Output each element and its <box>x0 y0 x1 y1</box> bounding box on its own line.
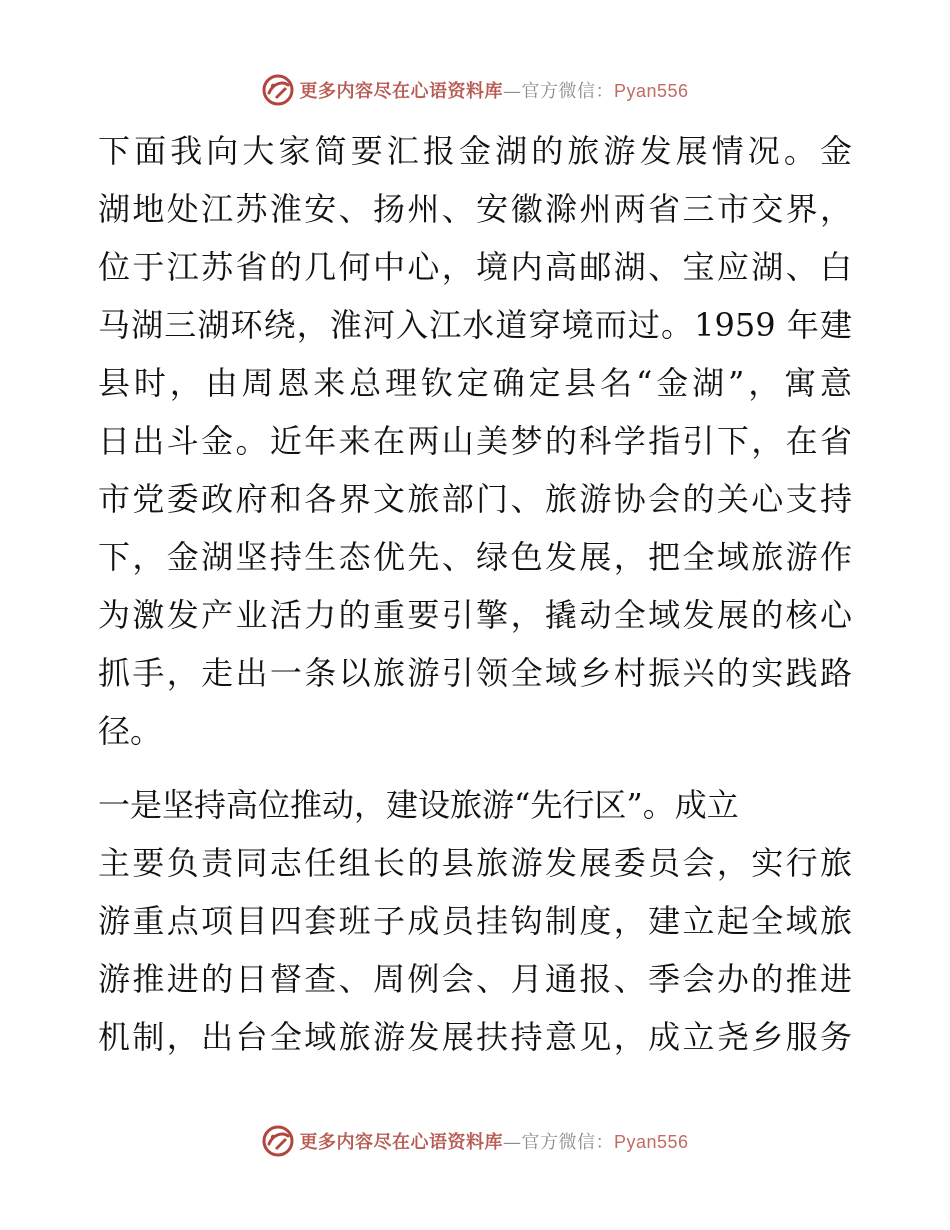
header-watermark-text <box>299 77 688 103</box>
document-body <box>98 122 852 1066</box>
brand-logo-icon <box>261 1124 295 1158</box>
header-wechat-label: 官方微信： <box>521 81 614 102</box>
text-line: 主要负责同志任组长的县旅游发展委员会，实行旅 <box>98 844 852 882</box>
paragraph-point-one <box>98 776 852 1066</box>
text-line: 下，金湖坚持生态优先、绿色发展，把全域旅游作 <box>98 538 852 576</box>
footer-brand-text: 更多内容尽在心语资料库 <box>299 1132 503 1153</box>
text-line: 机制，出台全域旅游发展扶持意见，成立尧乡服务 <box>98 1018 852 1056</box>
text-line: 日出斗金。近年来在两山美梦的科学指引下，在省 <box>98 422 852 460</box>
text-line: 游推进的日督查、周例会、月通报、季会办的推进 <box>98 960 852 998</box>
text-line: 下面我向大家简要汇报金湖的旅游发展情况。金 <box>98 132 852 170</box>
text-line: 马湖三湖环绕，淮河入江水道穿境而过。1959 年建 <box>98 306 852 344</box>
footer-wechat-id: Pyan556 <box>613 1132 689 1152</box>
text-line: 为激发产业活力的重要引擎，撬动全域发展的核心 <box>98 596 852 634</box>
brand-logo-icon <box>261 73 295 107</box>
text-line: 湖地处江苏淮安、扬州、安徽滁州两省三市交界， <box>98 190 852 228</box>
text-line: 径。 <box>98 712 163 750</box>
paragraph-intro <box>98 122 852 760</box>
header-brand-text: 更多内容尽在心语资料库 <box>299 81 503 102</box>
header-wechat-id: Pyan556 <box>613 81 689 101</box>
text-line: 一是坚持高位推动，建设旅游“先行区”。成立 <box>98 786 739 824</box>
header-banner <box>0 70 950 110</box>
text-line: 市党委政府和各界文旅部门、旅游协会的关心支持 <box>98 480 852 518</box>
text-line: 县时，由周恩来总理钦定确定县名“金湖”，寓意 <box>98 364 852 402</box>
text-line: 位于江苏省的几何中心，境内高邮湖、宝应湖、白 <box>98 248 852 286</box>
footer-separator: — <box>502 1132 522 1153</box>
header-separator: — <box>502 81 522 102</box>
paragraph-gap <box>98 760 852 776</box>
footer-banner <box>0 1121 950 1161</box>
footer-wechat-label: 官方微信： <box>521 1132 614 1153</box>
text-line: 抓手，走出一条以旅游引领全域乡村振兴的实践路 <box>98 654 852 692</box>
footer-watermark-text <box>299 1128 688 1154</box>
text-line: 游重点项目四套班子成员挂钩制度，建立起全域旅 <box>98 902 852 940</box>
